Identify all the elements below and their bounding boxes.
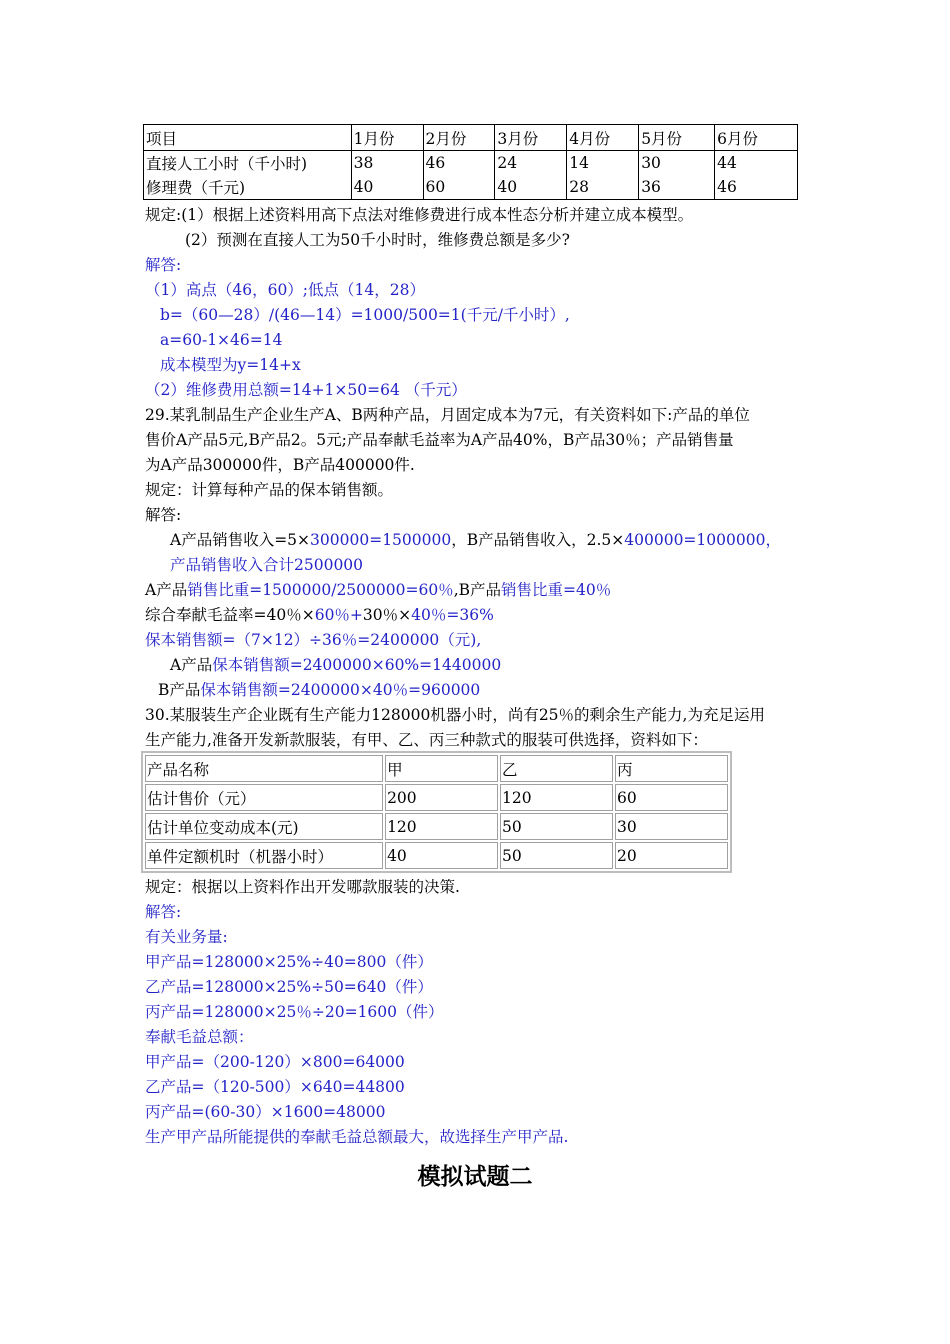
q28-answer-line-1: （1）高点（46，60）;低点（14，28）: [145, 281, 425, 299]
table-cell: 14: [567, 151, 639, 176]
table-header-cell: 乙: [500, 755, 613, 782]
q30-answer-line-6: 甲产品=（200-120）×800=64000: [145, 1053, 405, 1071]
q29-rate-part-3: 30％×: [362, 606, 412, 624]
table-cell: 50: [500, 842, 613, 869]
table-header-cell: 甲: [385, 755, 498, 782]
table-row: [145, 842, 728, 869]
q29-a-share: 销售比重=1500000/2500000=60％: [187, 581, 454, 599]
section-title: 模拟试题二: [417, 1164, 533, 1190]
table-header-cell: 5月份: [639, 125, 715, 151]
q30-requirement: 规定：根据以上资料作出开发哪款服装的决策.: [145, 878, 460, 896]
q28-answer-label: 解答:: [145, 256, 182, 274]
q28-answer-line-2: b=（60—28）/(46—14）=1000/500=1(千元/千小时）,: [160, 306, 570, 324]
table-cell: 30: [639, 151, 715, 176]
table-cell: 60: [615, 784, 728, 811]
table-cell: 200: [385, 784, 498, 811]
q29-rate-part-1: 综合奉献毛益率=40％×: [145, 606, 315, 624]
table-cell: 46: [715, 175, 798, 200]
q29-b-share: 销售比重=40％: [501, 581, 612, 599]
table-header-cell: 1月份: [351, 125, 423, 151]
q29-a-label-2: A产品: [170, 656, 213, 674]
q29-stem-line-1: 29.某乳制品生产企业生产A、B两种产品，月固定成本为7元，有关资料如下:产品的单位: [145, 406, 750, 424]
table-row: [145, 813, 728, 840]
q29-answer-line-5: 保本销售额=（7×12）÷36％=2400000（元),: [145, 631, 482, 649]
table-header-cell: 3月份: [495, 125, 567, 151]
q29-answer-label: 解答:: [145, 506, 182, 524]
table-cell: 40: [385, 842, 498, 869]
q30-answer-line-9: 生产甲产品所能提供的奉献毛益总额最大，故选择生产甲产品.: [145, 1128, 569, 1146]
garment-options-table: [141, 751, 732, 873]
table-header-cell: 2月份: [423, 125, 495, 151]
q29-b-revenue-value: 400000=1000000: [624, 531, 766, 549]
q30-answer-line-3: 乙产品=128000×25%÷50=640（件）: [145, 978, 433, 996]
table-header-cell: 6月份: [715, 125, 798, 151]
table-cell: 40: [495, 175, 567, 200]
q30-answer-line-4: 丙产品=128000×25％÷20=1600（件）: [145, 1003, 444, 1021]
table-cell: 50: [500, 813, 613, 840]
table-header-cell: 丙: [615, 755, 728, 782]
q29-answer-line-1: [170, 530, 781, 550]
q29-answer-line-6: [170, 655, 501, 675]
q29-stem-line-3: 为A产品300000件，B产品400000件.: [145, 456, 415, 474]
q29-b-breakeven: 保本销售额=2400000×40％=960000: [200, 681, 481, 699]
q30-answer-line-1: 有关业务量:: [145, 928, 228, 946]
table-cell: 估计单位变动成本(元): [145, 813, 383, 840]
q28-requirement-2: (2）预测在直接人工为50千小时时，维修费总额是多少?: [185, 231, 570, 249]
q29-rate-part-4: 40％=36%: [411, 606, 494, 624]
q28-answer-line-5: （2）维修费用总额=14+1×50=64 （千元）: [145, 381, 467, 399]
q29-b-revenue-label: ，B产品销售收入，2.5×: [451, 531, 625, 549]
q28-requirement-1: 规定:(1）根据上述资料用高下点法对维修费进行成本性态分析并建立成本模型。: [145, 206, 694, 224]
q29-b-label-2: B产品: [158, 681, 201, 699]
q30-answer-label: 解答:: [145, 903, 182, 921]
table-cell: 120: [500, 784, 613, 811]
q29-rate-part-2: 60％+: [314, 606, 363, 624]
table-cell: 直接人工小时（千小时): [144, 151, 352, 176]
q28-answer-line-3: a=60-1×46=14: [160, 331, 283, 349]
q30-answer-line-5: 奉献毛益总额：: [145, 1028, 254, 1046]
table-row: [144, 151, 798, 176]
table-row: [144, 175, 798, 200]
q29-a-revenue-value: 300000=1500000: [310, 531, 452, 549]
q29-b-label: ,B产品: [453, 581, 502, 599]
table-cell: 38: [351, 151, 423, 176]
q29-answer-line-4: [145, 605, 494, 625]
q30-stem-line-1: 30.某服装生产企业既有生产能力128000机器小时，尚有25％的剩余生产能力,为充足运用: [145, 706, 765, 724]
q29-a-revenue-label: A产品销售收入=5×: [170, 531, 311, 549]
q30-answer-line-7: 乙产品=（120-500）×640=44800: [145, 1078, 405, 1096]
table-header-cell: 项目: [144, 125, 352, 151]
q29-a-label: A产品: [145, 581, 188, 599]
maintenance-cost-table: [143, 124, 798, 200]
table-cell: 36: [639, 175, 715, 200]
table-cell: 60: [423, 175, 495, 200]
table-cell: 40: [351, 175, 423, 200]
table-cell: 估计售价（元）: [145, 784, 383, 811]
table-cell: 44: [715, 151, 798, 176]
q29-a-breakeven: 保本销售额=2400000×60%=1440000: [212, 656, 502, 674]
table-cell: 单件定额机时（机器小时）: [145, 842, 383, 869]
q30-answer-line-8: 丙产品=(60-30）×1600=48000: [145, 1103, 386, 1121]
q29-answer-line-7: [158, 680, 480, 700]
q30-answer-line-2: 甲产品=128000×25%÷40=800（件）: [145, 953, 433, 971]
table-cell: 24: [495, 151, 567, 176]
q29-requirement: 规定：计算每种产品的保本销售额。: [145, 481, 394, 499]
q29-stem-line-2: 售价A产品5元,B产品2。5元;产品奉献毛益率为A产品40%，B产品30％；产品销售量: [145, 431, 734, 449]
table-row: [145, 784, 728, 811]
q29-answer-line-3: [145, 580, 611, 600]
q29-line-1-end: ，: [765, 531, 781, 549]
table-header-row: [145, 755, 728, 782]
q29-answer-line-2: 产品销售收入合计2500000: [170, 556, 364, 574]
table-header-cell: 4月份: [567, 125, 639, 151]
table-cell: 20: [615, 842, 728, 869]
table-cell: 120: [385, 813, 498, 840]
table-cell: 28: [567, 175, 639, 200]
q30-stem-line-2: 生产能力,准备开发新款服装，有甲、乙、丙三种款式的服装可供选择，资料如下：: [145, 731, 708, 749]
table-header-row: [144, 125, 798, 151]
table-cell: 46: [423, 151, 495, 176]
table-cell: 30: [615, 813, 728, 840]
q28-answer-line-4: 成本模型为y=14+x: [160, 356, 301, 374]
table-header-cell: 产品名称: [145, 755, 383, 782]
table-cell: 修理费（千元): [144, 175, 352, 200]
